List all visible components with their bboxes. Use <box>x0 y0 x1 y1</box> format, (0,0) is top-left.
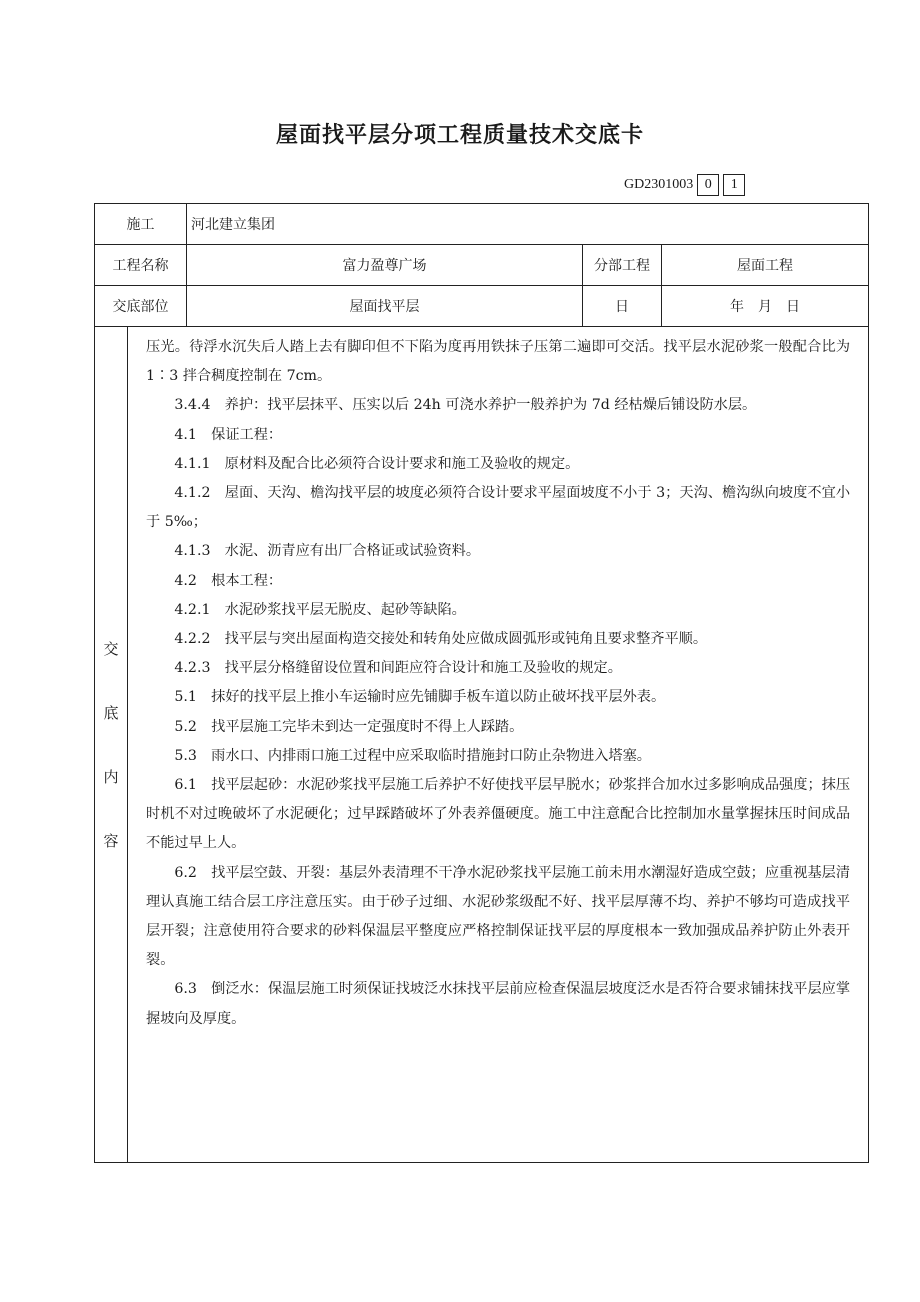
content-paragraph: 4.1.1 原材料及配合比必须符合设计要求和施工及验收的规定。 <box>174 455 580 472</box>
content-label-char: 交 <box>103 639 119 658</box>
content-paragraph: 5.1 抹好的找平层上推小车运输时应先铺脚手板车道以防止破坏找平层外表。 <box>174 689 666 706</box>
document-code: GD2301003 <box>624 177 694 192</box>
content-paragraph: 4.2 根本工程： <box>174 572 283 589</box>
content-paragraph: 4.1.3 水泥、沥青应有出厂合格证或试验资料。 <box>174 543 481 560</box>
content-paragraph: 4.2.1 水泥砂浆找平层无脱皮、起砂等缺陷。 <box>174 601 466 618</box>
content-paragraph: 3.4.4 养护：找平层抹平、压实以后 24h 可浇水养护一般养护为 7d 经枯燥后铺设防水层。 <box>174 397 757 414</box>
row-handover-part <box>95 286 869 327</box>
document-number-box-1: 0 <box>697 174 719 196</box>
handover-content <box>128 327 869 1163</box>
project-name-label: 工程名称 <box>95 245 187 286</box>
content-label-char: 容 <box>103 831 119 850</box>
construction-value: 河北建立集团 <box>187 204 869 245</box>
content-paragraph: 压光。待浮水沉失后人踏上去有脚印但不下陷为度再用铁抹子压第二遍即可交活。找平层水泥砂浆一般配合比为 1∶3 拌合稠度控制在 7cm。 <box>146 339 851 385</box>
content-paragraph: 5.3 雨水口、内排雨口施工过程中应采取临时措施封口防止杂物进入塔塞。 <box>174 747 651 764</box>
content-paragraph: 4.2.2 找平层与突出屋面构造交接处和转角处应做成圆弧形或钝角且要求整齐平顺。 <box>174 631 708 648</box>
document-number <box>624 174 745 196</box>
date-value: 年 月 日 <box>662 286 869 327</box>
handover-part-label: 交底部位 <box>95 286 187 327</box>
construction-label: 施工 <box>95 204 187 245</box>
content-paragraph: 6.2 找平层空鼓、开裂：基层外表清理不干净水泥砂浆找平层施工前未用水潮湿好造成空鼓；应重视基层清理认真施工结合层工序注意压实。由于砂子过细、水泥砂浆级配不好、找平层厚薄不均、养护不够均可造成找平层开裂；注意使用符合要求的砂料保温层平整度应严格控制保证找平层的厚度根本一致加强成品养护防止外表开裂。 <box>146 864 851 969</box>
document-title: 屋面找平层分项工程质量技术交底卡 <box>275 122 644 148</box>
division-label: 分部工程 <box>583 245 662 286</box>
content-paragraph: 5.2 找平层施工完毕未到达一定强度时不得上人踩踏。 <box>174 718 524 735</box>
content-paragraph: 6.1 找平层起砂：水泥砂浆找平层施工后养护不好使找平层早脱水；砂浆拌合加水过多影响成品强度；抹压时机不对过晚破坏了水泥硬化；过早踩踏破坏了外表养僵硬度。施工中注意配合比控制加水量掌握抹压时间成品不能过早上人。 <box>146 777 851 852</box>
content-side-label <box>95 327 128 1163</box>
project-name-value: 富力盈尊广场 <box>187 245 583 286</box>
row-construction <box>95 204 869 245</box>
content-paragraph: 4.2.3 找平层分格缝留设位置和间距应符合设计和施工及验收的规定。 <box>174 660 622 677</box>
date-label: 日 <box>583 286 662 327</box>
document-number-box-2: 1 <box>723 174 745 196</box>
content-paragraph: 6.3 倒泛水：保温层施工时须保证找坡泛水抹找平层前应检查保温层坡度泛水是否符合要求铺抹找平层应掌握坡向及厚度。 <box>146 981 851 1027</box>
content-label-char: 底 <box>103 703 119 722</box>
row-project <box>95 245 869 286</box>
division-value: 屋面工程 <box>662 245 869 286</box>
content-paragraph: 4.1 保证工程： <box>174 426 283 443</box>
handover-form-table <box>94 203 869 1163</box>
handover-part-value: 屋面找平层 <box>187 286 583 327</box>
content-paragraph: 4.1.2 屋面、天沟、檐沟找平层的坡度必须符合设计要求平屋面坡度不小于 3；天沟、檐沟纵向坡度不宜小于 5‰； <box>146 485 851 531</box>
row-content <box>95 327 869 1163</box>
content-label-char: 内 <box>103 767 119 786</box>
